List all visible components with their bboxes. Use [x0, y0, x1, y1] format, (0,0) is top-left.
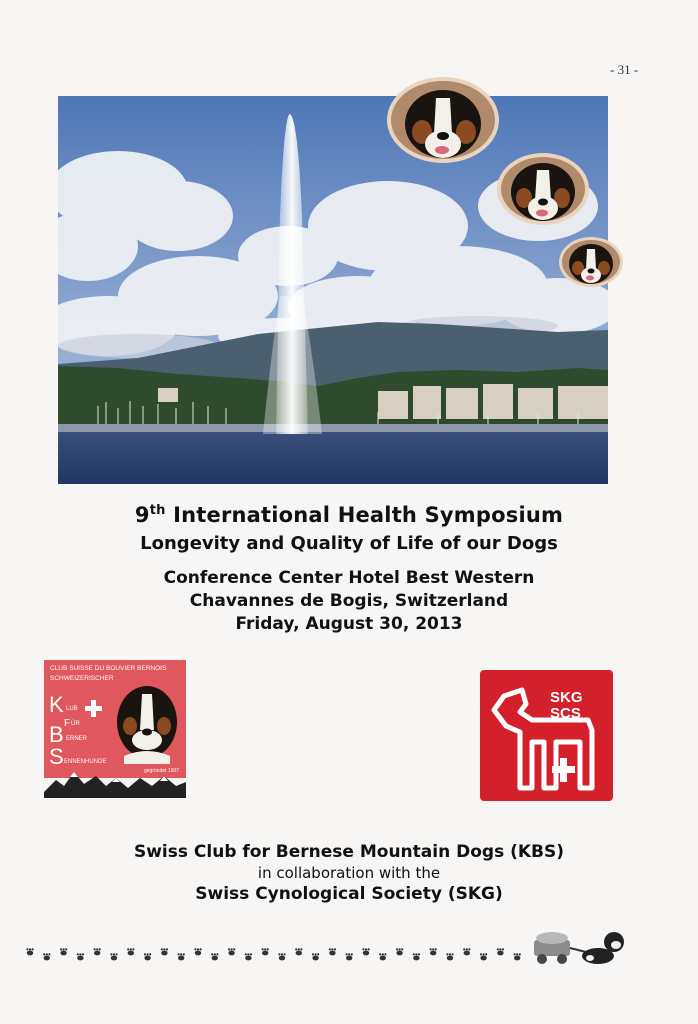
dog-portrait-small [558, 236, 624, 288]
dog-portrait-medium [496, 152, 590, 226]
kbs-letter-b: B [49, 722, 64, 747]
paw-print-icon [211, 953, 218, 960]
paw-print-icon [362, 948, 369, 955]
paw-print-icon [194, 948, 201, 955]
kbs-founded: gegründet 1907 [144, 768, 180, 774]
skg-line1: SKG [550, 689, 583, 706]
paw-prints-decoration [26, 946, 536, 966]
kbs-letter-f: F [64, 718, 71, 729]
kbs-logo [44, 660, 186, 802]
skg-line2: SCS [550, 705, 581, 722]
paw-print-icon [430, 948, 437, 955]
ordinal-suffix: th [149, 503, 166, 518]
symposium-title [0, 503, 698, 527]
organizer-main: Swiss Club for Bernese Mountain Dogs (KBS) [133, 842, 565, 862]
kbs-word-k: LUB [66, 706, 78, 712]
skg-logo [480, 670, 613, 801]
dog-portrait-large [386, 76, 500, 164]
paw-print-icon [77, 953, 84, 960]
venue: Conference Center Hotel Best Western [163, 568, 535, 588]
paw-print-icon [379, 953, 386, 960]
paw-print-icon [161, 948, 168, 955]
title-text: International Health Symposium [173, 503, 564, 527]
paw-print-icon [262, 948, 269, 955]
kbs-top-line1: CLUB SUISSE DU BOUVIER BERNOIS [50, 665, 167, 672]
paw-print-icon [446, 953, 453, 960]
kbs-top-line2: SCHWEIZERISCHER [50, 675, 114, 682]
paw-print-icon [127, 948, 134, 955]
event-date: Friday, August 30, 2013 [235, 614, 463, 634]
paw-print-icon [312, 953, 319, 960]
kbs-letter-k: K [49, 692, 64, 717]
paw-print-icon [346, 953, 353, 960]
paw-print-icon [463, 948, 470, 955]
paw-print-icon [396, 948, 403, 955]
event-details [0, 567, 698, 636]
paw-print-icon [295, 948, 302, 955]
kbs-word-b: ERNER [66, 736, 88, 742]
paw-print-icon [60, 948, 67, 955]
kbs-word-s: ENNENHUNDE [64, 759, 107, 765]
paw-print-icon [245, 953, 252, 960]
paw-print-icon [480, 953, 487, 960]
paw-print-icon [94, 948, 101, 955]
paw-print-icon [178, 953, 185, 960]
location: Chavannes de Bogis, Switzerland [189, 591, 509, 611]
organizer-collab: in collaboration with the [257, 864, 441, 882]
symposium-subtitle: Longevity and Quality of Life of our Dogs [140, 533, 558, 554]
dog-wagon-icon [530, 928, 630, 968]
paw-print-icon [497, 948, 504, 955]
paw-print-icon [43, 953, 50, 960]
paw-print-icon [26, 948, 33, 955]
paw-print-icon [228, 948, 235, 955]
kbs-letter-s: S [49, 744, 64, 769]
paw-print-icon [278, 953, 285, 960]
paw-print-icon [514, 953, 521, 960]
kbs-word-f: ÜR [71, 721, 80, 727]
paw-print-icon [110, 953, 117, 960]
organizer-partner: Swiss Cynological Society (SKG) [195, 884, 503, 904]
paw-print-icon [329, 948, 336, 955]
ordinal-number: 9 [134, 503, 150, 527]
paw-print-icon [413, 953, 420, 960]
paw-print-icon [144, 953, 151, 960]
page-number: - 31 - [610, 62, 639, 77]
